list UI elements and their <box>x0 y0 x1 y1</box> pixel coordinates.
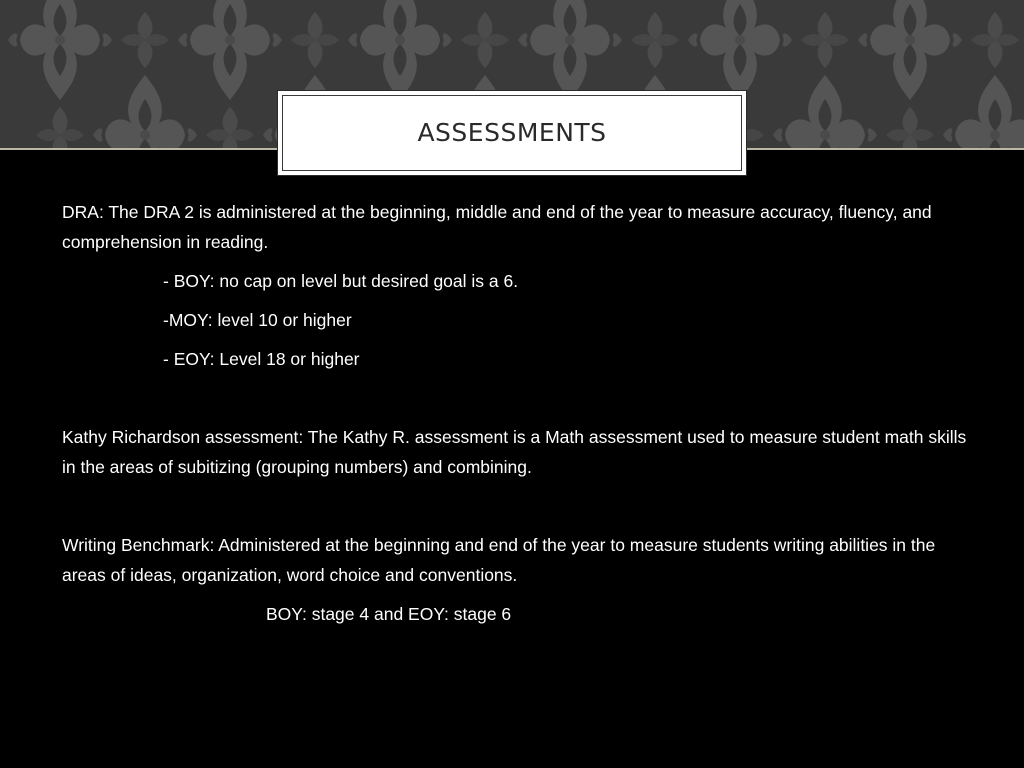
dra-moy-goal: -MOY: level 10 or higher <box>163 310 352 330</box>
title-box-inner-frame <box>282 95 742 171</box>
title-box <box>277 90 747 176</box>
slide-title: ASSESSMENTS <box>417 117 607 147</box>
slide-body <box>62 197 982 629</box>
writing-benchmark-stages: BOY: stage 4 and EOY: stage 6 <box>266 604 512 624</box>
spacer <box>62 482 982 530</box>
dra-description: DRA: The DRA 2 is administered at the beginning, middle and end of the year to measure accuracy, fluency, and comprehension in reading. <box>62 202 932 252</box>
kathy-richardson-description: Kathy Richardson assessment: The Kathy R. assessment is a Math assessment used to measure student math skills in the areas of subitizing (grouping numbers) and combining. <box>62 427 967 477</box>
dra-eoy-goal: - EOY: Level 18 or higher <box>163 349 360 369</box>
spacer <box>62 374 982 422</box>
dra-boy-goal: - BOY: no cap on level but desired goal is a 6. <box>163 271 519 291</box>
writing-benchmark-description: Writing Benchmark: Administered at the beginning and end of the year to measure students writing abilities in the areas of ideas, organization, word choice and conventions. <box>62 535 936 585</box>
